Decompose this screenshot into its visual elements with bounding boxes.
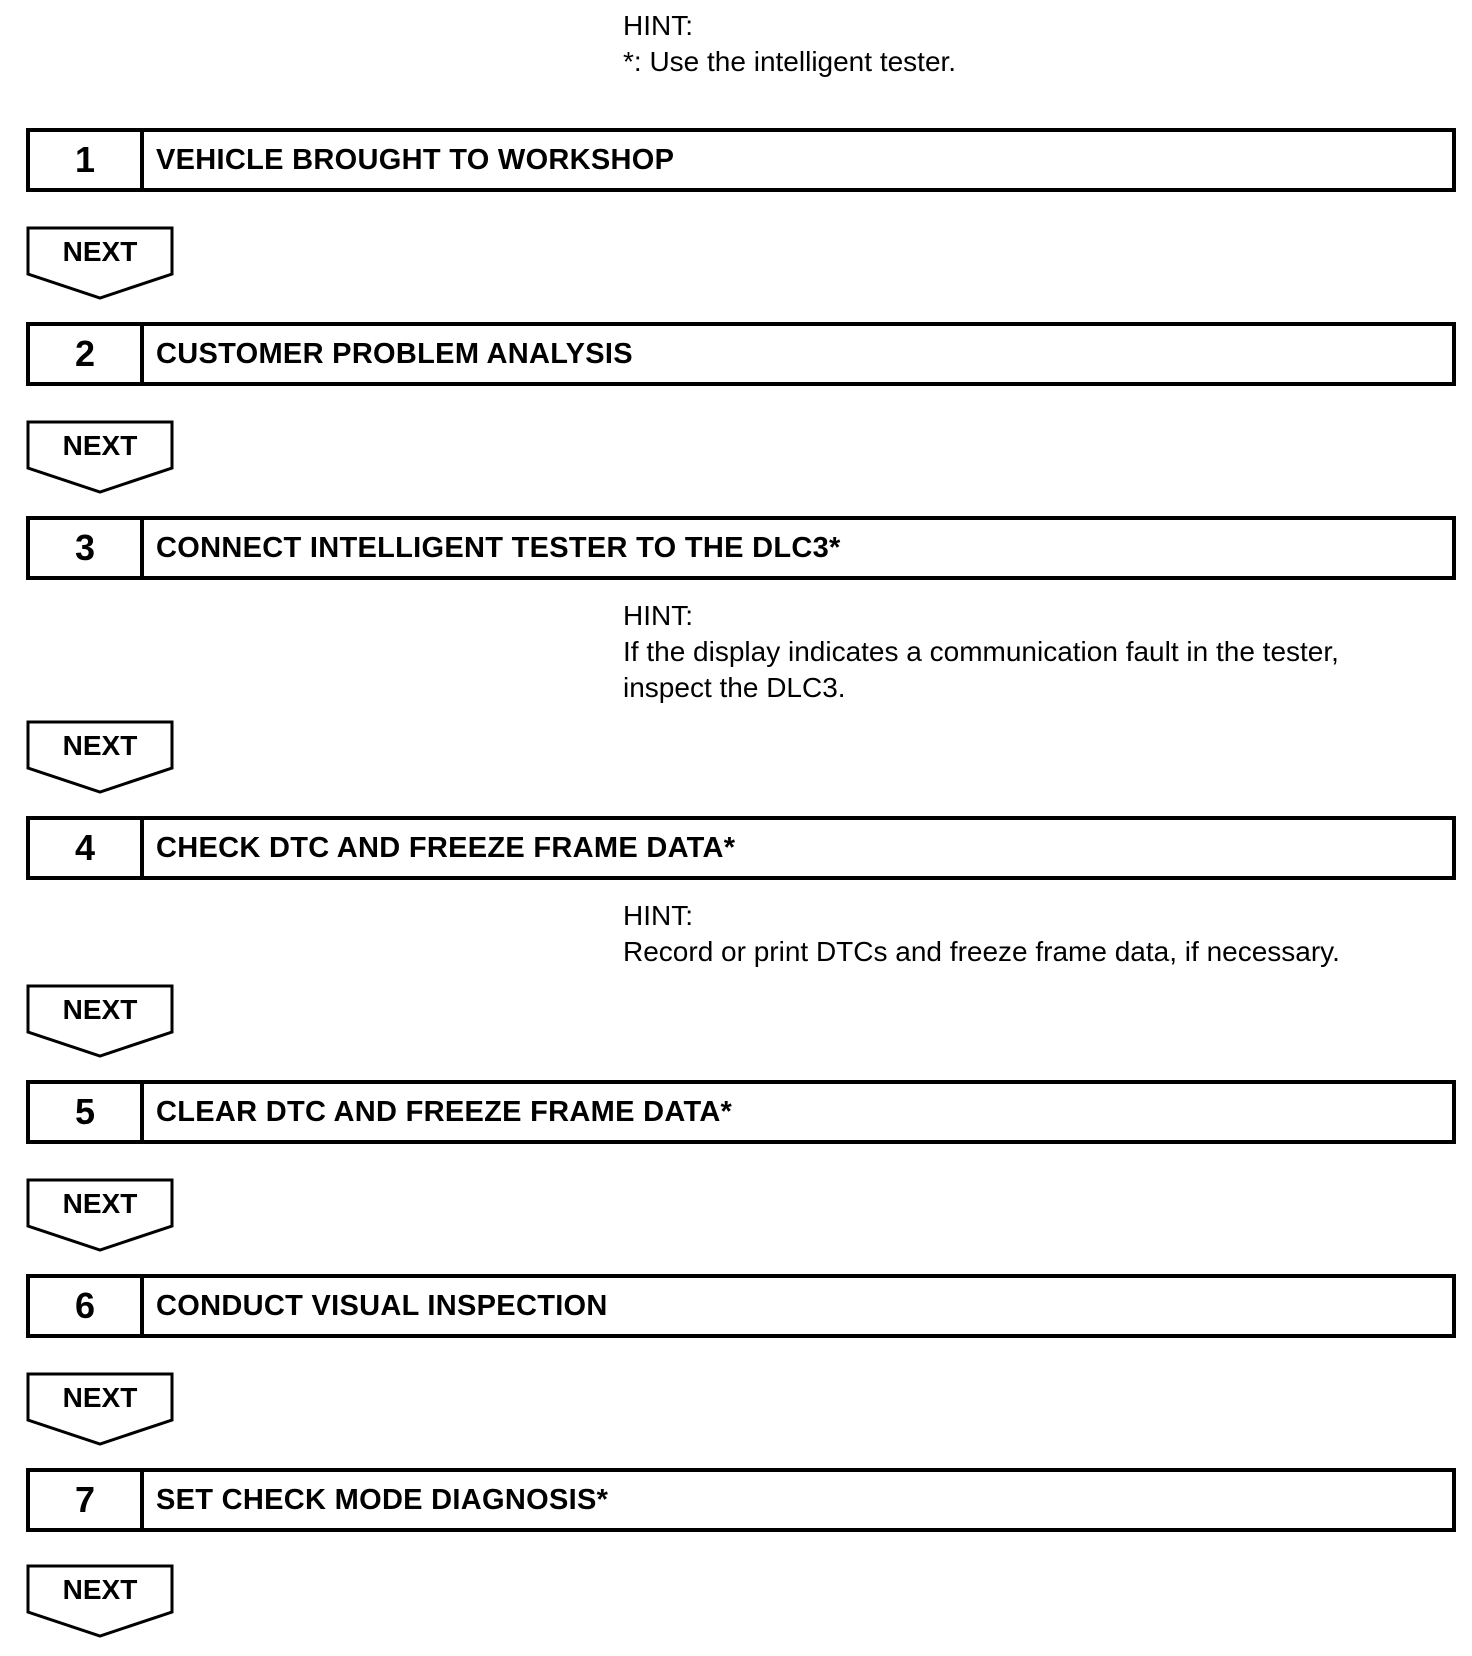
step-number: 4 [30, 820, 144, 876]
step-number: 6 [30, 1278, 144, 1334]
hint-block-step-3 [623, 598, 1339, 706]
step-title: SET CHECK MODE DIAGNOSIS* [156, 1483, 609, 1516]
next-button-5[interactable] [26, 1178, 174, 1252]
next-label: NEXT [62, 1574, 138, 1605]
next-label: NEXT [62, 1382, 138, 1413]
next-button-6[interactable] [26, 1372, 174, 1446]
step-title: CUSTOMER PROBLEM ANALYSIS [156, 337, 633, 370]
hint-label: HINT: [623, 600, 693, 631]
hint-block-top [623, 8, 956, 80]
next-label: NEXT [62, 430, 138, 461]
step-1 [26, 128, 1456, 192]
next-label: NEXT [62, 730, 138, 761]
next-label: NEXT [62, 1188, 138, 1219]
step-6 [26, 1274, 1456, 1338]
next-button-2[interactable] [26, 420, 174, 494]
next-button-1[interactable] [26, 226, 174, 300]
step-number: 7 [30, 1472, 144, 1528]
step-number: 1 [30, 132, 144, 188]
step-3 [26, 516, 1456, 580]
step-4 [26, 816, 1456, 880]
step-title: CONDUCT VISUAL INSPECTION [156, 1289, 608, 1322]
next-button-7[interactable] [26, 1564, 174, 1638]
step-title: CONNECT INTELLIGENT TESTER TO THE DLC3* [156, 531, 841, 564]
step-number: 2 [30, 326, 144, 382]
hint-text: *: Use the intelligent tester. [623, 46, 957, 77]
step-number: 5 [30, 1084, 144, 1140]
step-2 [26, 322, 1456, 386]
next-button-3[interactable] [26, 720, 174, 794]
step-7 [26, 1468, 1456, 1532]
hint-label: HINT: [623, 10, 693, 41]
step-number: 3 [30, 520, 144, 576]
step-title: VEHICLE BROUGHT TO WORKSHOP [156, 143, 675, 176]
next-label: NEXT [62, 994, 138, 1025]
hint-text: If the display indicates a communication fault in the tester, [623, 636, 1339, 667]
hint-text: inspect the DLC3. [623, 672, 846, 703]
hint-block-step-4 [623, 898, 1340, 970]
next-button-4[interactable] [26, 984, 174, 1058]
step-title: CLEAR DTC AND FREEZE FRAME DATA* [156, 1095, 733, 1128]
hint-label: HINT: [623, 900, 693, 931]
next-label: NEXT [62, 236, 138, 267]
hint-text: Record or print DTCs and freeze frame data, if necessary. [623, 936, 1340, 967]
step-title: CHECK DTC AND FREEZE FRAME DATA* [156, 831, 736, 864]
step-5 [26, 1080, 1456, 1144]
